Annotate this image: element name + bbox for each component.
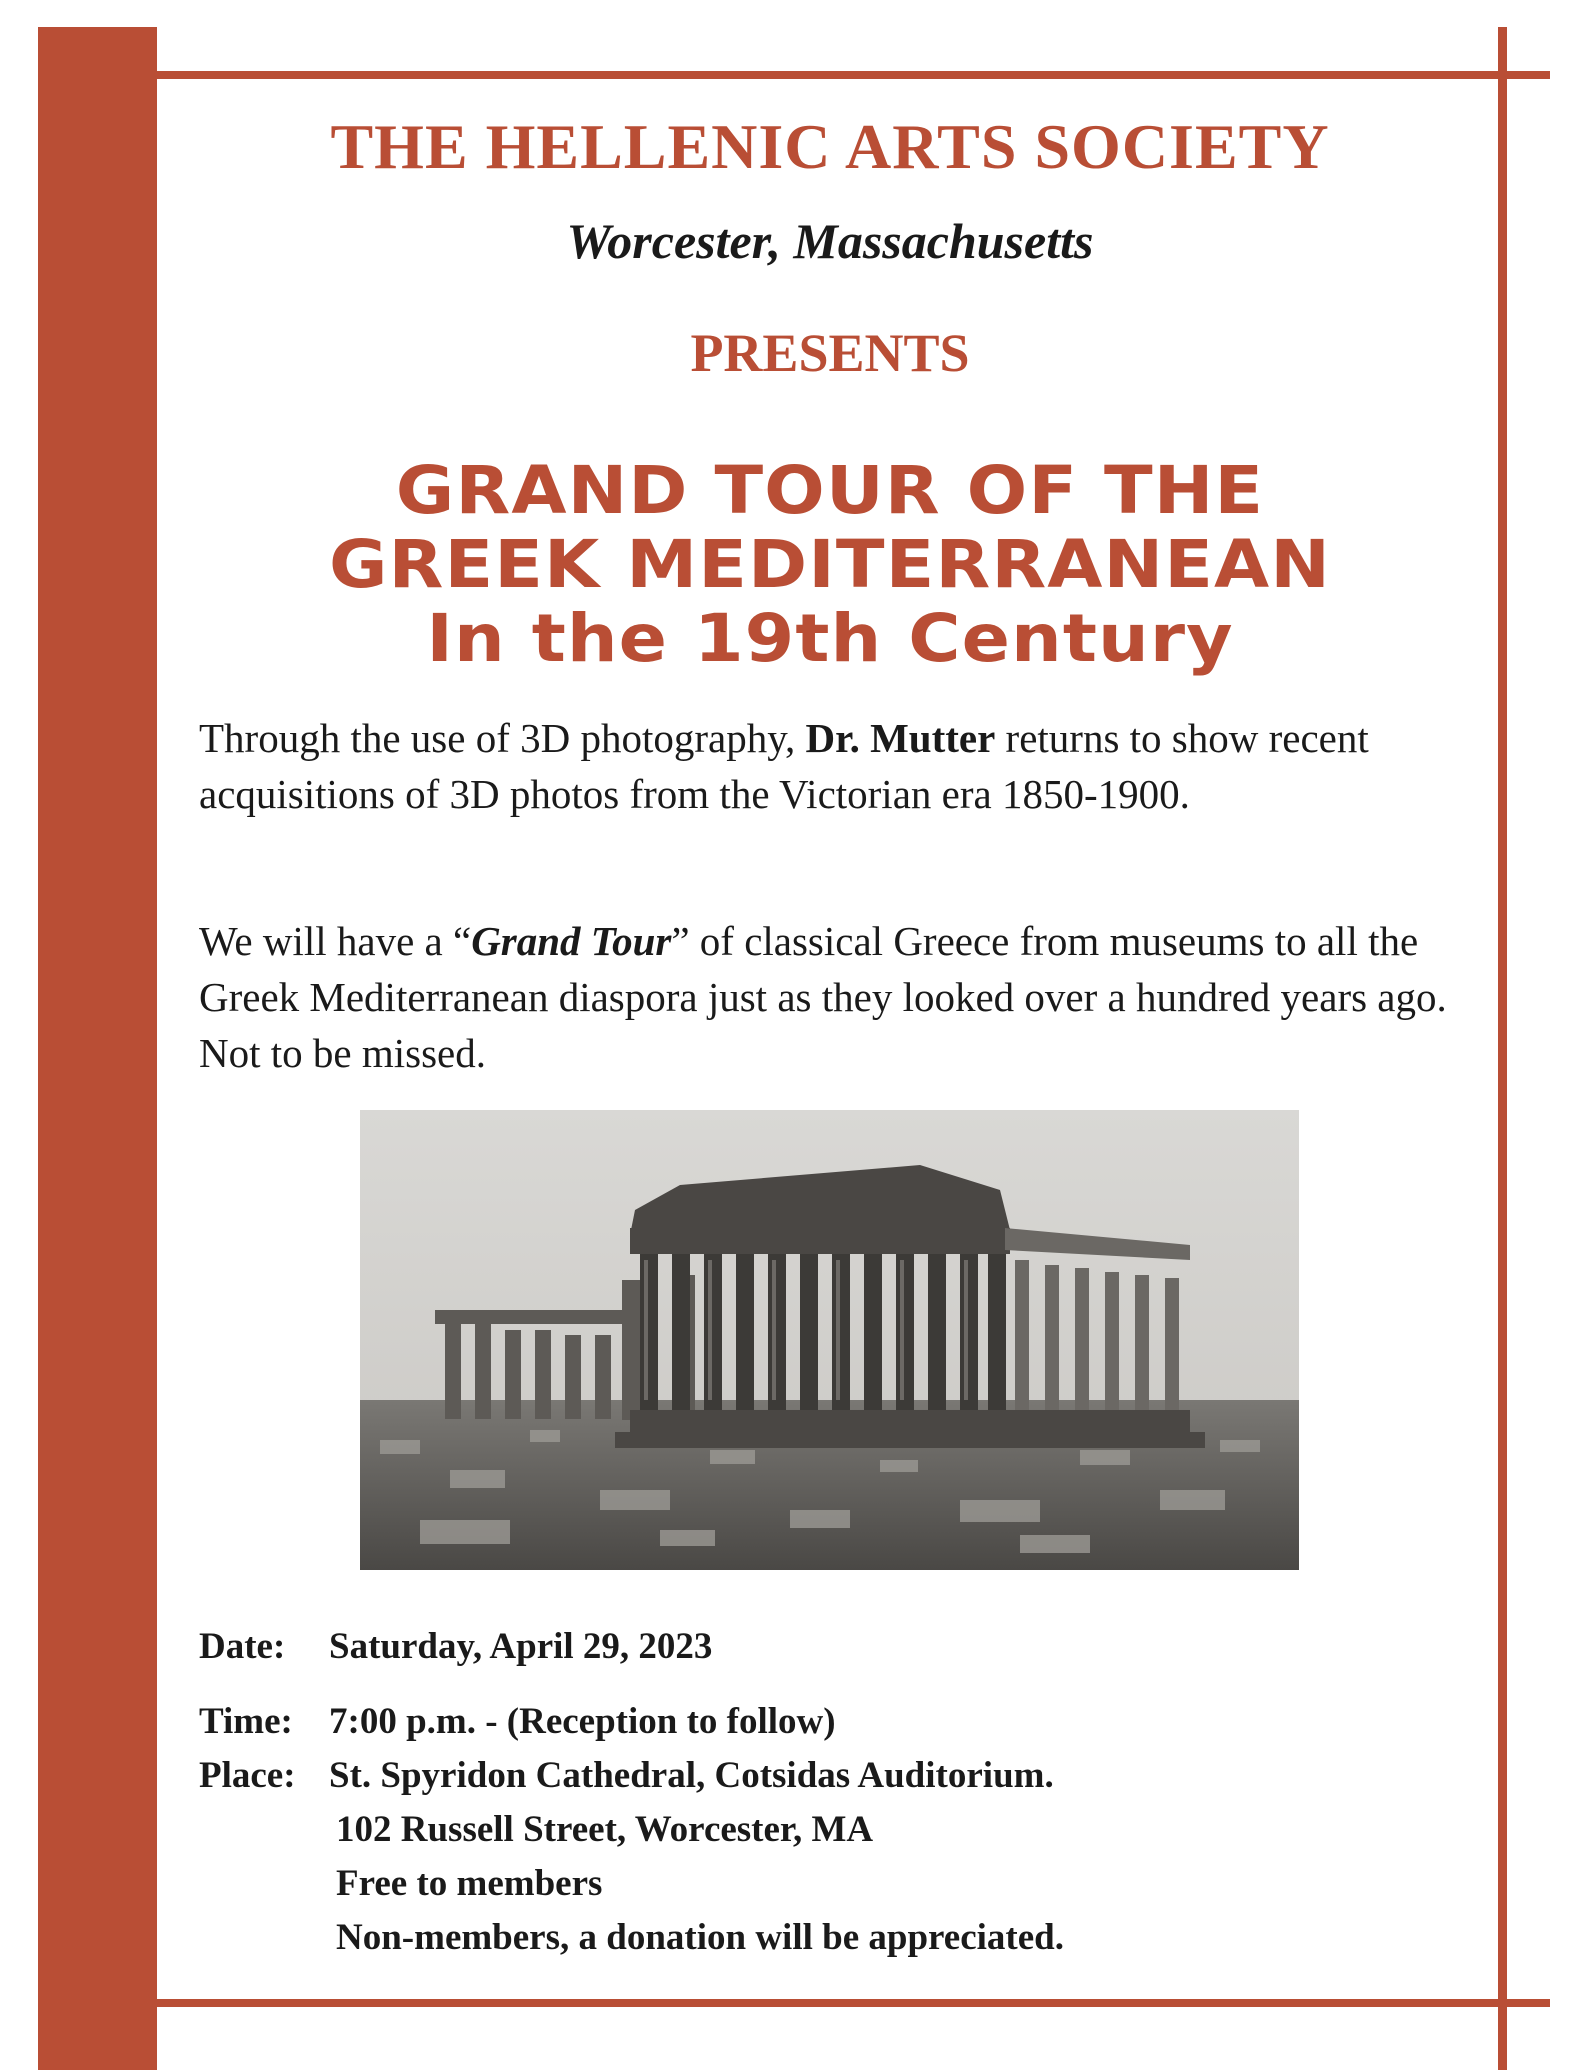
left-border-bar xyxy=(38,27,157,2070)
address-line: 102 Russell Street, Worcester, MA xyxy=(336,1809,874,1850)
description-paragraph-2 xyxy=(199,913,1489,1081)
org-name: THE HELLENIC ARTS SOCIETY xyxy=(330,111,1330,182)
para2-text-a: We will have a “ xyxy=(199,918,472,964)
para2-text-b: ” of classical Greece from museums to all the Greek Mediterranean diaspora just as they looked over a hundred years ago. Not to be missed. xyxy=(199,918,1447,1076)
top-border-line xyxy=(150,71,1550,79)
date-label: Date: xyxy=(199,1626,286,1667)
para1-text-a: Through the use of 3D photography, xyxy=(199,715,806,761)
event-title xyxy=(160,454,1500,676)
place-value: St. Spyridon Cathedral, Cotsidas Auditorium. xyxy=(329,1755,1054,1796)
para1-text-b: returns to show recent acquisitions of 3D photos from the Victorian era 1850-1900. xyxy=(199,715,1369,817)
nonmembers-line: Non-members, a donation will be appreciated. xyxy=(336,1917,1065,1958)
speaker-name: Dr. Mutter xyxy=(805,715,996,761)
place-row xyxy=(199,1754,1054,1797)
members-line: Free to members xyxy=(336,1863,603,1904)
event-title-line-3: In the 19th Century xyxy=(426,600,1234,677)
date-value: Saturday, April 29, 2023 xyxy=(329,1626,713,1667)
parthenon-photo xyxy=(360,1110,1299,1570)
description-paragraph-1 xyxy=(199,710,1489,822)
org-location: Worcester, Massachusetts xyxy=(566,213,1094,269)
bottom-border-line xyxy=(150,1999,1550,2007)
event-title-line-1: GRAND TOUR OF THE xyxy=(395,452,1265,529)
time-label: Time: xyxy=(199,1701,293,1742)
event-title-line-2: GREEK MEDITERRANEAN xyxy=(328,526,1332,603)
place-label: Place: xyxy=(199,1755,296,1796)
date-row xyxy=(199,1625,712,1668)
parthenon-illustration xyxy=(360,1110,1299,1570)
time-value: 7:00 p.m. - (Reception to follow) xyxy=(329,1701,836,1742)
time-row xyxy=(199,1700,836,1743)
grand-tour-emphasis: Grand Tour xyxy=(471,918,672,964)
presents-heading: PRESENTS xyxy=(690,323,970,383)
